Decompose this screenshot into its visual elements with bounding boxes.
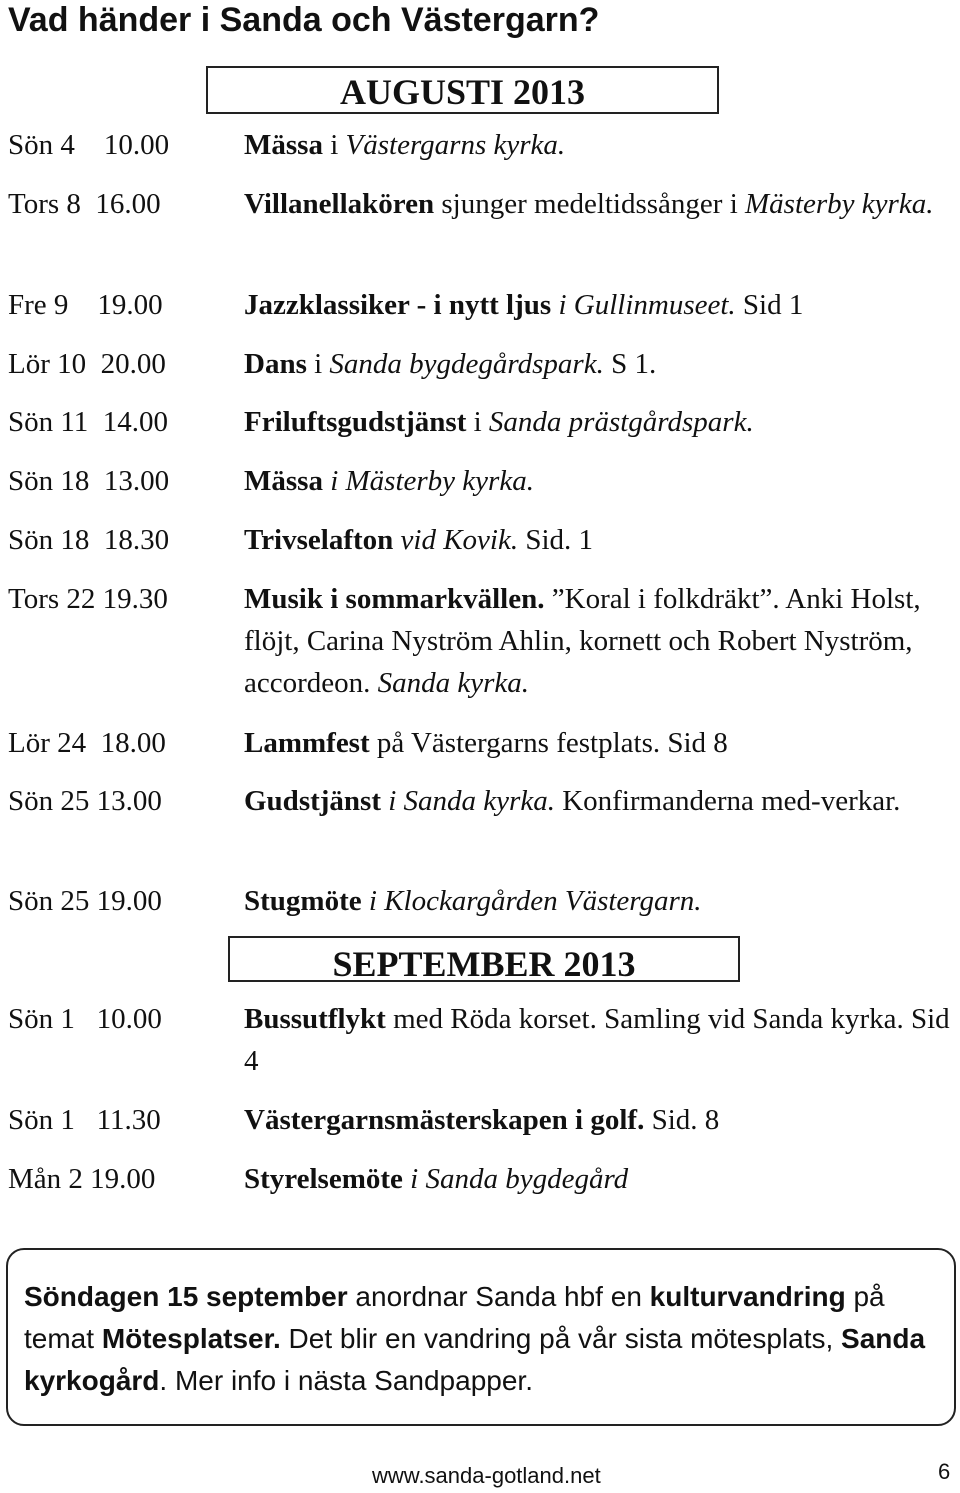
event-date: Sön 1 10.00	[8, 1003, 162, 1035]
event-location: i Klockargården Västergarn.	[361, 885, 702, 917]
event-text: i	[466, 406, 489, 438]
notice-event: kulturvandring	[649, 1281, 846, 1312]
event-text: på Västergarns festplats. Sid 8	[369, 727, 728, 759]
event-text: Konfirmanderna med-verkar.	[554, 785, 901, 817]
event-date: Tors 22 19.30	[8, 583, 168, 615]
event-description	[244, 722, 950, 764]
event-date: Mån 2 19.00	[8, 1163, 156, 1195]
event-title: Västergarnsmästerskapen i golf.	[244, 1104, 645, 1136]
event-location: i Gullinmuseet.	[558, 289, 736, 321]
month-header-september: SEPTEMBER 2013	[228, 936, 740, 982]
event-description	[244, 519, 950, 561]
event-date: Sön 18 13.00	[8, 465, 170, 497]
event-description	[244, 780, 950, 822]
event-location: i Sanda kyrka.	[381, 785, 555, 817]
event-description	[244, 998, 950, 1082]
event-description	[244, 1158, 950, 1200]
event-date: Tors 8 16.00	[8, 188, 161, 220]
event-location: Sanda kyrka.	[377, 667, 530, 699]
event-description	[244, 343, 950, 385]
event-description	[244, 401, 950, 443]
notice-place: Sanda kyrkogård	[24, 1323, 926, 1396]
event-location: Sanda prästgårdspark.	[488, 406, 754, 438]
event-title: Lammfest	[244, 727, 370, 759]
event-title: Friluftsgudstjänst	[244, 406, 467, 438]
event-title: Trivselafton	[244, 524, 394, 556]
event-text: i	[322, 129, 346, 161]
event-location: i Mästerby kyrka.	[322, 465, 534, 497]
event-title: Mässa	[244, 129, 323, 161]
event-text: Sid 1	[735, 289, 804, 321]
event-location: Mästerby kyrka.	[745, 188, 934, 220]
event-description	[244, 880, 950, 922]
event-date: Lör 24 18.00	[8, 727, 166, 759]
event-text: i	[306, 348, 330, 380]
event-title: Jazzklassiker - i nytt ljus	[244, 289, 552, 321]
event-text: med Röda korset. Samling vid Sanda kyrka. Sid 4	[244, 1003, 950, 1077]
event-text: S 1.	[603, 348, 657, 380]
event-description	[244, 578, 950, 704]
event-location: Sanda bygdegårdspark.	[329, 348, 604, 380]
event-date: Sön 11 14.00	[8, 406, 169, 438]
event-description	[244, 460, 950, 502]
event-title: Styrelsemöte	[244, 1163, 403, 1195]
event-description	[244, 124, 950, 166]
event-text: ”Koral i folkdräkt”. Anki Holst, flöjt, Carina Nyström Ahlin, kornett och Robert Nyström, accordeon.	[244, 583, 921, 699]
event-description	[244, 284, 950, 326]
event-title: Dans	[244, 348, 307, 380]
notice-text: Det blir en vandring på vår sista mötesplats,	[280, 1323, 842, 1354]
event-date: Sön 25 19.00	[8, 885, 162, 917]
event-text: Sid. 8	[644, 1104, 720, 1136]
event-description	[244, 1099, 950, 1141]
event-date: Sön 4 10.00	[8, 129, 170, 161]
event-title: Musik i sommarkvällen.	[244, 583, 545, 615]
event-text: sjunger medeltidssånger i	[434, 188, 746, 220]
event-date: Fre 9 19.00	[8, 289, 163, 321]
event-title: Mässa	[244, 465, 323, 497]
event-date: Sön 18 18.30	[8, 524, 170, 556]
notice-text: anordnar Sanda hbf en	[347, 1281, 650, 1312]
month-header-august: AUGUSTI 2013	[206, 66, 719, 114]
page-title: Vad händer i Sanda och Västergarn?	[8, 1, 600, 39]
notice-theme: Mötesplatser.	[101, 1323, 281, 1354]
footer-url[interactable]: www.sanda-gotland.net	[372, 1463, 601, 1488]
event-title: Gudstjänst	[244, 785, 381, 817]
event-title: Bussutflykt	[244, 1003, 386, 1035]
notice-text: . Mer info i nästa Sandpapper.	[159, 1365, 533, 1396]
event-location: i Sanda bygdegård	[402, 1163, 629, 1195]
event-description	[244, 183, 950, 225]
event-location: Västergarns kyrka.	[345, 129, 566, 161]
event-text: Sid. 1	[518, 524, 594, 556]
event-location: vid Kovik.	[393, 524, 519, 556]
notice-date: Söndagen 15 september	[24, 1281, 348, 1312]
event-title: Stugmöte	[244, 885, 362, 917]
event-date: Lör 10 20.00	[8, 348, 166, 380]
event-date: Sön 25 13.00	[8, 785, 162, 817]
notice-text: på temat	[24, 1281, 885, 1354]
event-title: Villanellakören	[244, 188, 435, 220]
kulturvandring-notice	[6, 1248, 956, 1426]
event-date: Sön 1 11.30	[8, 1104, 161, 1136]
page-number: 6	[938, 1459, 951, 1484]
